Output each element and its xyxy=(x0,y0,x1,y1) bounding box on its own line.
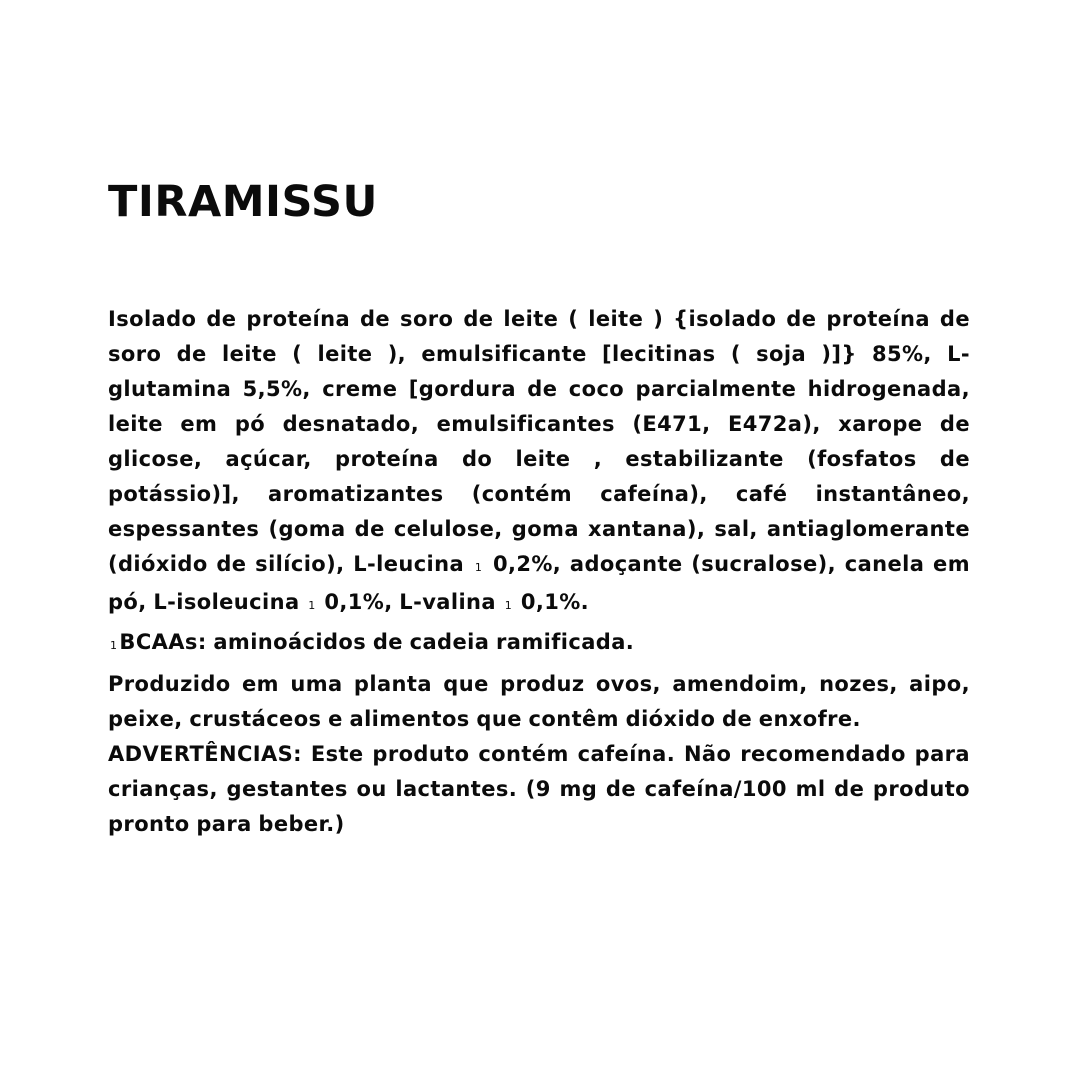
ingredients-paragraph xyxy=(108,302,970,623)
allergen-notice: Produzido em uma planta que produz ovos, amendoim, nozes, aipo, peixe, crustáceos e alimentos que contêm dióxido de enxofre. xyxy=(108,672,970,731)
product-title: TIRAMISSU xyxy=(108,177,378,227)
footnote-ref: 1 xyxy=(504,599,513,612)
ingredients-text-4: 0,1%. xyxy=(520,590,590,614)
ingredients-text-1: Isolado de proteína de soro de leite ( leite ) {isolado de proteína de soro de leite ( leite ), emulsificante [lecitinas ( soja )]} 85%, L-glutamina 5,5%, creme [gordura de coco parcialmente hidrogenada, leite em pó desnatado, emulsificantes (E471, E472a), xarope de glicose, açúcar, proteína do leite , estabilizante (fosfatos de potássio)], aromatizantes (contém cafeína), café instantâneo, espessantes (goma de celulose, goma xantana), sal, antiaglomerante (dióxido de silício), L-leucina xyxy=(108,307,970,576)
footnote-ref: 1 xyxy=(474,561,483,574)
footnote-text: BCAAs: aminoácidos de cadeia ramificada. xyxy=(119,630,635,654)
label-text xyxy=(108,302,970,842)
product-info-page xyxy=(108,178,970,842)
footnote-marker: 1 xyxy=(110,639,118,652)
footnote-ref: 1 xyxy=(308,599,316,612)
footnote-paragraph xyxy=(108,625,970,663)
warnings-paragraph: ADVERTÊNCIAS: Este produto contém cafeína. Não recomendado para crianças, gestantes ou lactantes. (9 mg de cafeína/100 ml de produto pronto para beber.) xyxy=(108,742,970,836)
ingredients-text-3: 0,1%, L-valina xyxy=(324,590,496,614)
ingredients-text-2: 0,2%, adoçante (sucralose), canela em pó, L-isoleucina xyxy=(108,552,970,614)
